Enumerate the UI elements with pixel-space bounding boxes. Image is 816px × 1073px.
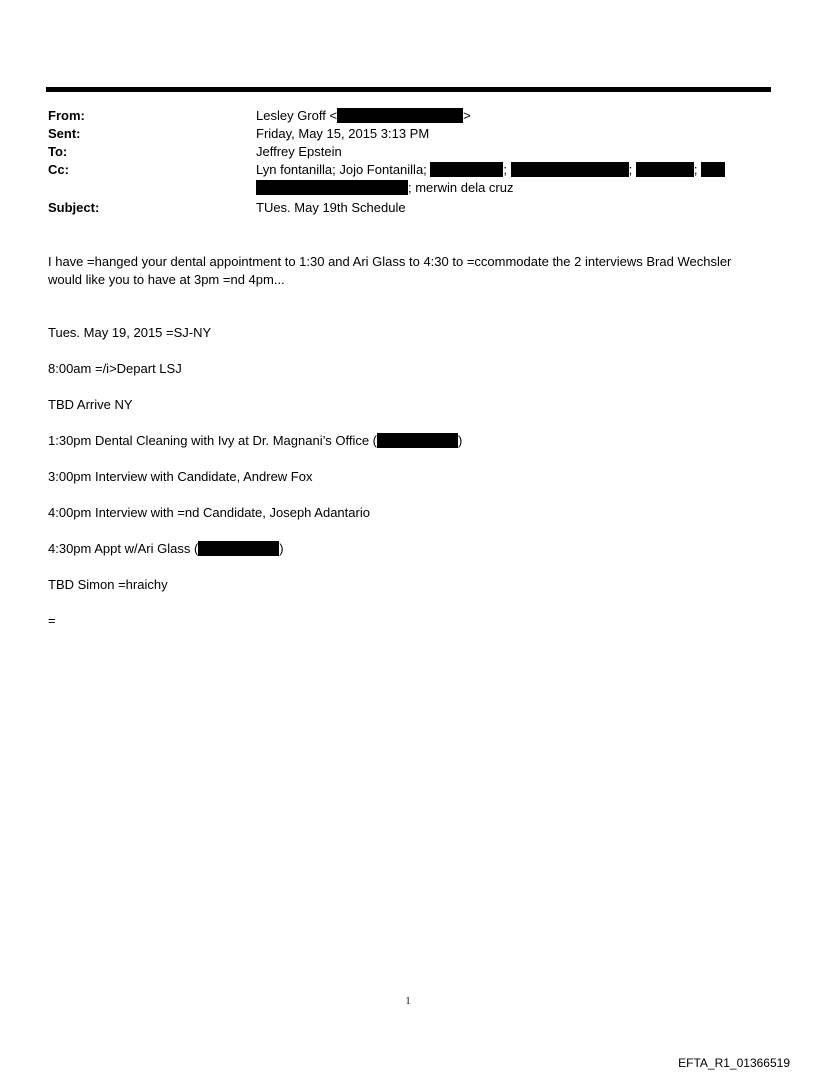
schedule-item: 4:00pm Interview with =nd Candidate, Joseph Adantario	[48, 505, 370, 520]
schedule-item-text: 1:30pm Dental Cleaning with Ivy at Dr. Magnani’s Office (	[48, 433, 378, 448]
date-line: Tues. May 19, 2015 =SJ-NY	[48, 325, 212, 340]
schedule-item: =	[48, 613, 56, 628]
redaction-box	[636, 162, 694, 177]
cc-sep: ;	[693, 162, 698, 177]
redaction-box	[511, 162, 629, 177]
from-label: From:	[48, 108, 85, 123]
schedule-item	[48, 540, 284, 558]
schedule-item: TBD Arrive NY	[48, 397, 133, 412]
schedule-item-text: 4:30pm Appt w/Ari Glass (	[48, 541, 199, 556]
intro-line-1: I have =hanged your dental appointment to 1:30 and Ari Glass to 4:30 to =ccommodate the 2 interviews Brad Wechsler	[48, 254, 732, 269]
to-label: To:	[48, 144, 68, 159]
header-rule	[46, 87, 771, 92]
bates-number: EFTA_R1_01366519	[678, 1056, 790, 1070]
redaction-box	[377, 433, 458, 448]
subject-label: Subject:	[48, 200, 100, 215]
intro-line-2: would like you to have at 3pm =nd 4pm...	[48, 272, 285, 287]
schedule-item: 8:00am =/i>Depart LSJ	[48, 361, 182, 376]
subject-value: TUes. May 19th Schedule	[256, 200, 406, 215]
sent-label: Sent:	[48, 126, 81, 141]
redaction-box	[256, 180, 408, 195]
schedule-item: 3:00pm Interview with Candidate, Andrew Fox	[48, 469, 313, 484]
cc-value-line2	[256, 180, 513, 196]
from-value	[256, 108, 471, 124]
schedule-item: TBD Simon =hraichy	[48, 577, 168, 592]
close-paren: )	[458, 433, 463, 448]
close-paren: )	[279, 541, 284, 556]
redaction-box	[198, 541, 279, 556]
cc-sep: ;	[503, 162, 508, 177]
redaction-box	[337, 108, 463, 123]
cc-value-line1	[256, 162, 725, 178]
cc-tail: ; merwin dela cruz	[408, 180, 514, 195]
cc-names: Lyn fontanilla; Jojo Fontanilla;	[256, 162, 427, 177]
sent-value: Friday, May 15, 2015 3:13 PM	[256, 126, 430, 141]
redaction-box	[701, 162, 725, 177]
schedule-item	[48, 432, 462, 450]
page-number: 1	[405, 996, 411, 1007]
from-close: >	[463, 108, 471, 123]
cc-label: Cc:	[48, 162, 69, 177]
redaction-box	[430, 162, 503, 177]
to-value: Jeffrey Epstein	[256, 144, 342, 159]
cc-sep: ;	[628, 162, 633, 177]
from-name: Lesley Groff <	[256, 108, 338, 123]
